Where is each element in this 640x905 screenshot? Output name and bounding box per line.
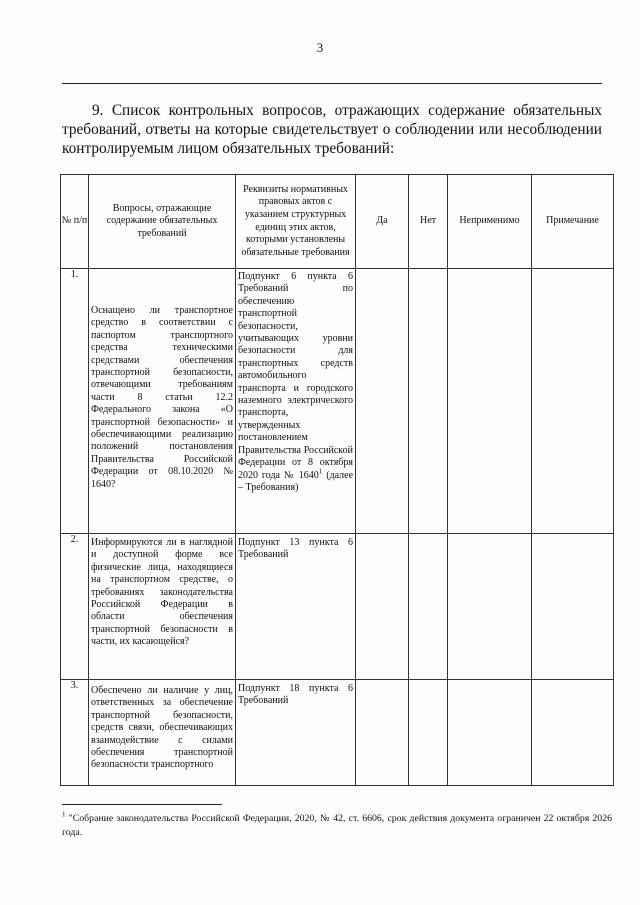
requisites-tail: (далее – Требования) <box>238 469 354 493</box>
header-requisites: Реквизиты нормативных правовых актов с указанием структурных единиц этих актов, которыми установлены обязательные требования <box>236 175 356 269</box>
question-cell <box>89 269 236 534</box>
answer-yes-cell[interactable] <box>356 680 409 786</box>
table-header-row <box>61 175 614 269</box>
header-num: № п/п <box>61 175 89 269</box>
footnote-marker: 1 <box>62 810 66 819</box>
row-number: 2. <box>61 534 89 680</box>
row-number: 1. <box>61 269 89 534</box>
note-cell[interactable] <box>532 269 614 534</box>
table-row <box>61 534 614 680</box>
footnote-text: "Собрание законодательства Российской Федерации, 2020, № 42, ст. 6606, срок действия документа ограничен 22 октября 2026 года. <box>62 813 613 838</box>
answer-na-cell[interactable] <box>448 534 532 680</box>
requisites-text: Подпункт 18 пункта 6 Требований <box>238 683 353 707</box>
header-no: Нет <box>409 175 448 269</box>
footnote-divider <box>62 804 222 805</box>
header-not-applicable: Неприменимо <box>448 175 532 269</box>
answer-na-cell[interactable] <box>448 269 532 534</box>
requisites-text <box>236 269 355 494</box>
checklist-table <box>60 174 614 786</box>
note-cell[interactable] <box>532 680 614 786</box>
requisites-cell <box>236 269 356 534</box>
footnote <box>62 812 612 840</box>
question-cell <box>89 680 236 786</box>
footnote-ref: 1 <box>318 467 323 476</box>
header-yes: Да <box>356 175 409 269</box>
header-note: Примечание <box>532 175 614 269</box>
question-text: Информируются ли в наглядной и доступной форме все физические лица, находящиеся на транспортном средстве, о требованиях законодательства Российской Федерации в области обеспечения транспортной безопасности в части, их касающейся? <box>91 537 233 648</box>
section-heading: 9. Список контрольных вопросов, отражающих содержание обязательных требований, ответы на которые свидетельствует о соблюдении или несоблюдении контролируемым лицом обязательных требований: <box>62 102 602 157</box>
note-cell[interactable] <box>532 534 614 680</box>
answer-yes-cell[interactable] <box>356 269 409 534</box>
table-row <box>61 680 614 786</box>
table-row <box>61 269 614 534</box>
requisites-cell <box>236 534 356 680</box>
question-text: Оснащено ли транспортное средство в соответствии с паспортом транспортного средства техническими средствами обеспечения транспортной безопасности, отвечающими требованиям части 8 статьи 12.2 Федерального закона «О транспортной безопасности» и обеспечивающими реализацию положений постановления Правительства Российской Федерации от 08.10.2020 № 1640? <box>91 305 233 490</box>
requisites-cell <box>236 680 356 786</box>
header-divider <box>62 83 602 84</box>
answer-na-cell[interactable] <box>448 680 532 786</box>
header-question: Вопросы, отражающие содержание обязательных требований <box>89 175 236 269</box>
answer-yes-cell[interactable] <box>356 534 409 680</box>
requisites-text: Подпункт 13 пункта 6 Требований <box>238 537 353 561</box>
answer-no-cell[interactable] <box>409 269 448 534</box>
page-number: 3 <box>316 40 324 55</box>
question-cell <box>89 534 236 680</box>
requisites-main: Подпункт 6 пункта 6 Требований по обеспечению транспортной безопасности, учитывающих уровни безопасности для транспортных средств автомобильного транспорта и городского наземного электрического транспорта, утвержденных постановлением Правительства Российской Федерации от 8 октября 2020 года № 1640 <box>238 271 353 481</box>
question-text: Обеспечено ли наличие у лиц, ответственных за обеспечение транспортной безопасности, средств связи, обеспечивающих взаимодействие с силами обеспечения транспортной безопасности транспортного <box>91 685 233 771</box>
answer-no-cell[interactable] <box>409 534 448 680</box>
answer-no-cell[interactable] <box>409 680 448 786</box>
row-number: 3. <box>61 680 89 786</box>
